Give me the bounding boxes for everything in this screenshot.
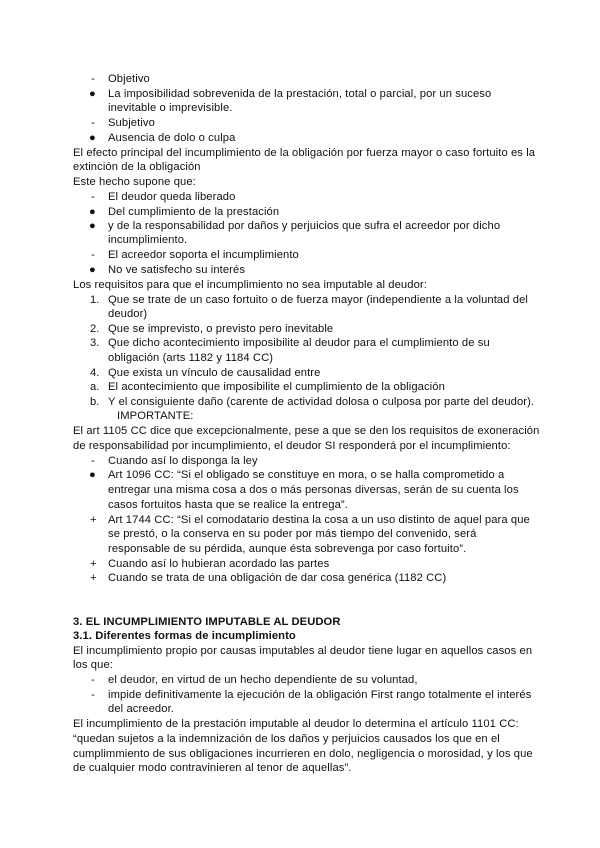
text-line: El incumplimiento propio por causas imputables al deudor tiene lugar en aquellos casos en (73, 645, 533, 657)
text-line: Art 1096 CC: “Si el obligado se constituye en mora, o se halla comprometido a (108, 469, 505, 481)
text-line: los que: (73, 659, 113, 671)
list-marker: + (90, 514, 97, 526)
list-marker: - (91, 455, 95, 467)
list-marker: - (91, 674, 95, 686)
subsection-heading: 3.1. Diferentes formas de incumplimiento (73, 630, 296, 642)
text-line: IMPORTANTE: (117, 410, 194, 422)
text-line: extinción de la obligación (73, 161, 201, 173)
text-line: “quedan sujetos a la indemnización de los daños y perjuicios causados los que en el (73, 733, 500, 745)
text-line: obligación (arts 1182 y 1184 CC) (108, 352, 274, 364)
text-line: Que dicho acontecimiento imposibilite al deudor para el cumplimiento de su (108, 337, 490, 349)
text-line: de responsabilidad por incumplimiento, el deudor SI responderá por el incumplimiento: (73, 440, 511, 452)
text-line: casos fortuitos hasta que se realice la entrega”. (108, 499, 348, 511)
text-line: entregar una misma cosa a dos o más personas diversas, serán de su cuenta los (108, 484, 519, 496)
text-line: impide definitivamente la ejecución de la obligación First rango totalmente el interés (108, 689, 532, 701)
list-marker: - (91, 689, 95, 701)
text-line: responsable de su pérdida, aunque ésta sobrevenga por caso fortuito”. (108, 543, 467, 555)
text-line: Este hecho supone que: (73, 176, 196, 188)
text-line: Los requisitos para que el incumplimiento no sea imputable al deudor: (73, 279, 427, 291)
text-line: Que se imprevisto, o previsto pero inevitable (108, 323, 334, 335)
list-marker: 1. (90, 294, 100, 306)
text-line: del acreedor. (108, 703, 174, 715)
list-marker: ● (89, 88, 96, 100)
text-line: incumplimiento. (108, 234, 188, 246)
list-marker: - (91, 73, 95, 85)
section-heading: 3. EL INCUMPLIMIENTO IMPUTABLE AL DEUDOR (73, 616, 341, 628)
text-line: El acreedor soporta el incumplimiento (108, 249, 299, 261)
list-marker: ● (89, 206, 96, 218)
text-line: El incumplimiento de la prestación imputable al deudor lo determina el artículo 1101 CC: (73, 718, 519, 730)
list-marker: + (90, 558, 97, 570)
text-line: La imposibilidad sobrevenida de la prestación, total o parcial, por un suceso (108, 88, 492, 100)
list-marker: 2. (90, 323, 100, 335)
text-line: El acontecimiento que imposibilite el cumplimiento de la obligación (108, 381, 445, 393)
text-line: se prestó, o la conserva en su poder por más tiempo del convenido, será (108, 528, 477, 540)
text-line: El efecto principal del incumplimiento de la obligación por fuerza mayor o caso fortuito es la (73, 147, 536, 159)
text-line: de cualquier modo contravinieren al tenor de aquellas”. (73, 762, 352, 774)
text-line: el deudor, en virtud de un hecho dependiente de su voluntad, (108, 674, 418, 686)
text-line: Y el consiguiente daño (carente de actividad dolosa o culposa por parte del deudor). (108, 396, 535, 408)
text-line: El art 1105 CC dice que excepcionalmente, pese a que se den los requisitos de exoneración (73, 425, 540, 437)
text-line: Cuando se trata de una obligación de dar cosa genérica (1182 CC) (108, 572, 447, 584)
list-marker: ● (89, 132, 96, 144)
text-line: El deudor queda liberado (108, 191, 236, 203)
list-marker: - (91, 117, 95, 129)
list-marker: + (90, 572, 97, 584)
text-line: Subjetivo (108, 117, 155, 129)
list-marker: 4. (90, 367, 100, 379)
text-line: cumplimmiento de sus obligaciones incurrieren en dolo, negligencia o morosidad, y los que (73, 748, 533, 760)
list-marker: ● (89, 469, 96, 481)
text-line: Que se trate de un caso fortuito o de fuerza mayor (independiente a la voluntad del (108, 294, 529, 306)
list-marker: - (91, 191, 95, 203)
list-marker: - (91, 249, 95, 261)
list-marker: b. (90, 396, 100, 408)
list-marker: a. (90, 381, 100, 393)
text-line: inevitable o imprevisible. (108, 102, 233, 114)
list-marker: 3. (90, 337, 100, 349)
text-line: y de la responsabilidad por daños y perjuicios que sufra el acreedor por dicho (108, 220, 501, 232)
text-line: Del cumplimiento de la prestación (108, 206, 280, 218)
text-line: Art 1744 CC: “Si el comodatario destina la cosa a un uso distinto de aquel para que (108, 514, 530, 526)
text-line: No ve satisfecho su interés (108, 264, 246, 276)
list-marker: ● (89, 264, 96, 276)
list-marker: ● (89, 220, 96, 232)
text-line: Objetivo (108, 73, 150, 85)
text-line: deudor) (108, 308, 148, 320)
text-line: Ausencia de dolo o culpa (108, 132, 236, 144)
text-line: Cuando así lo hubieran acordado las partes (108, 558, 330, 570)
text-line: Cuando así lo disponga la ley (108, 455, 258, 467)
text-line: Que exista un vínculo de causalidad entre (108, 367, 321, 379)
